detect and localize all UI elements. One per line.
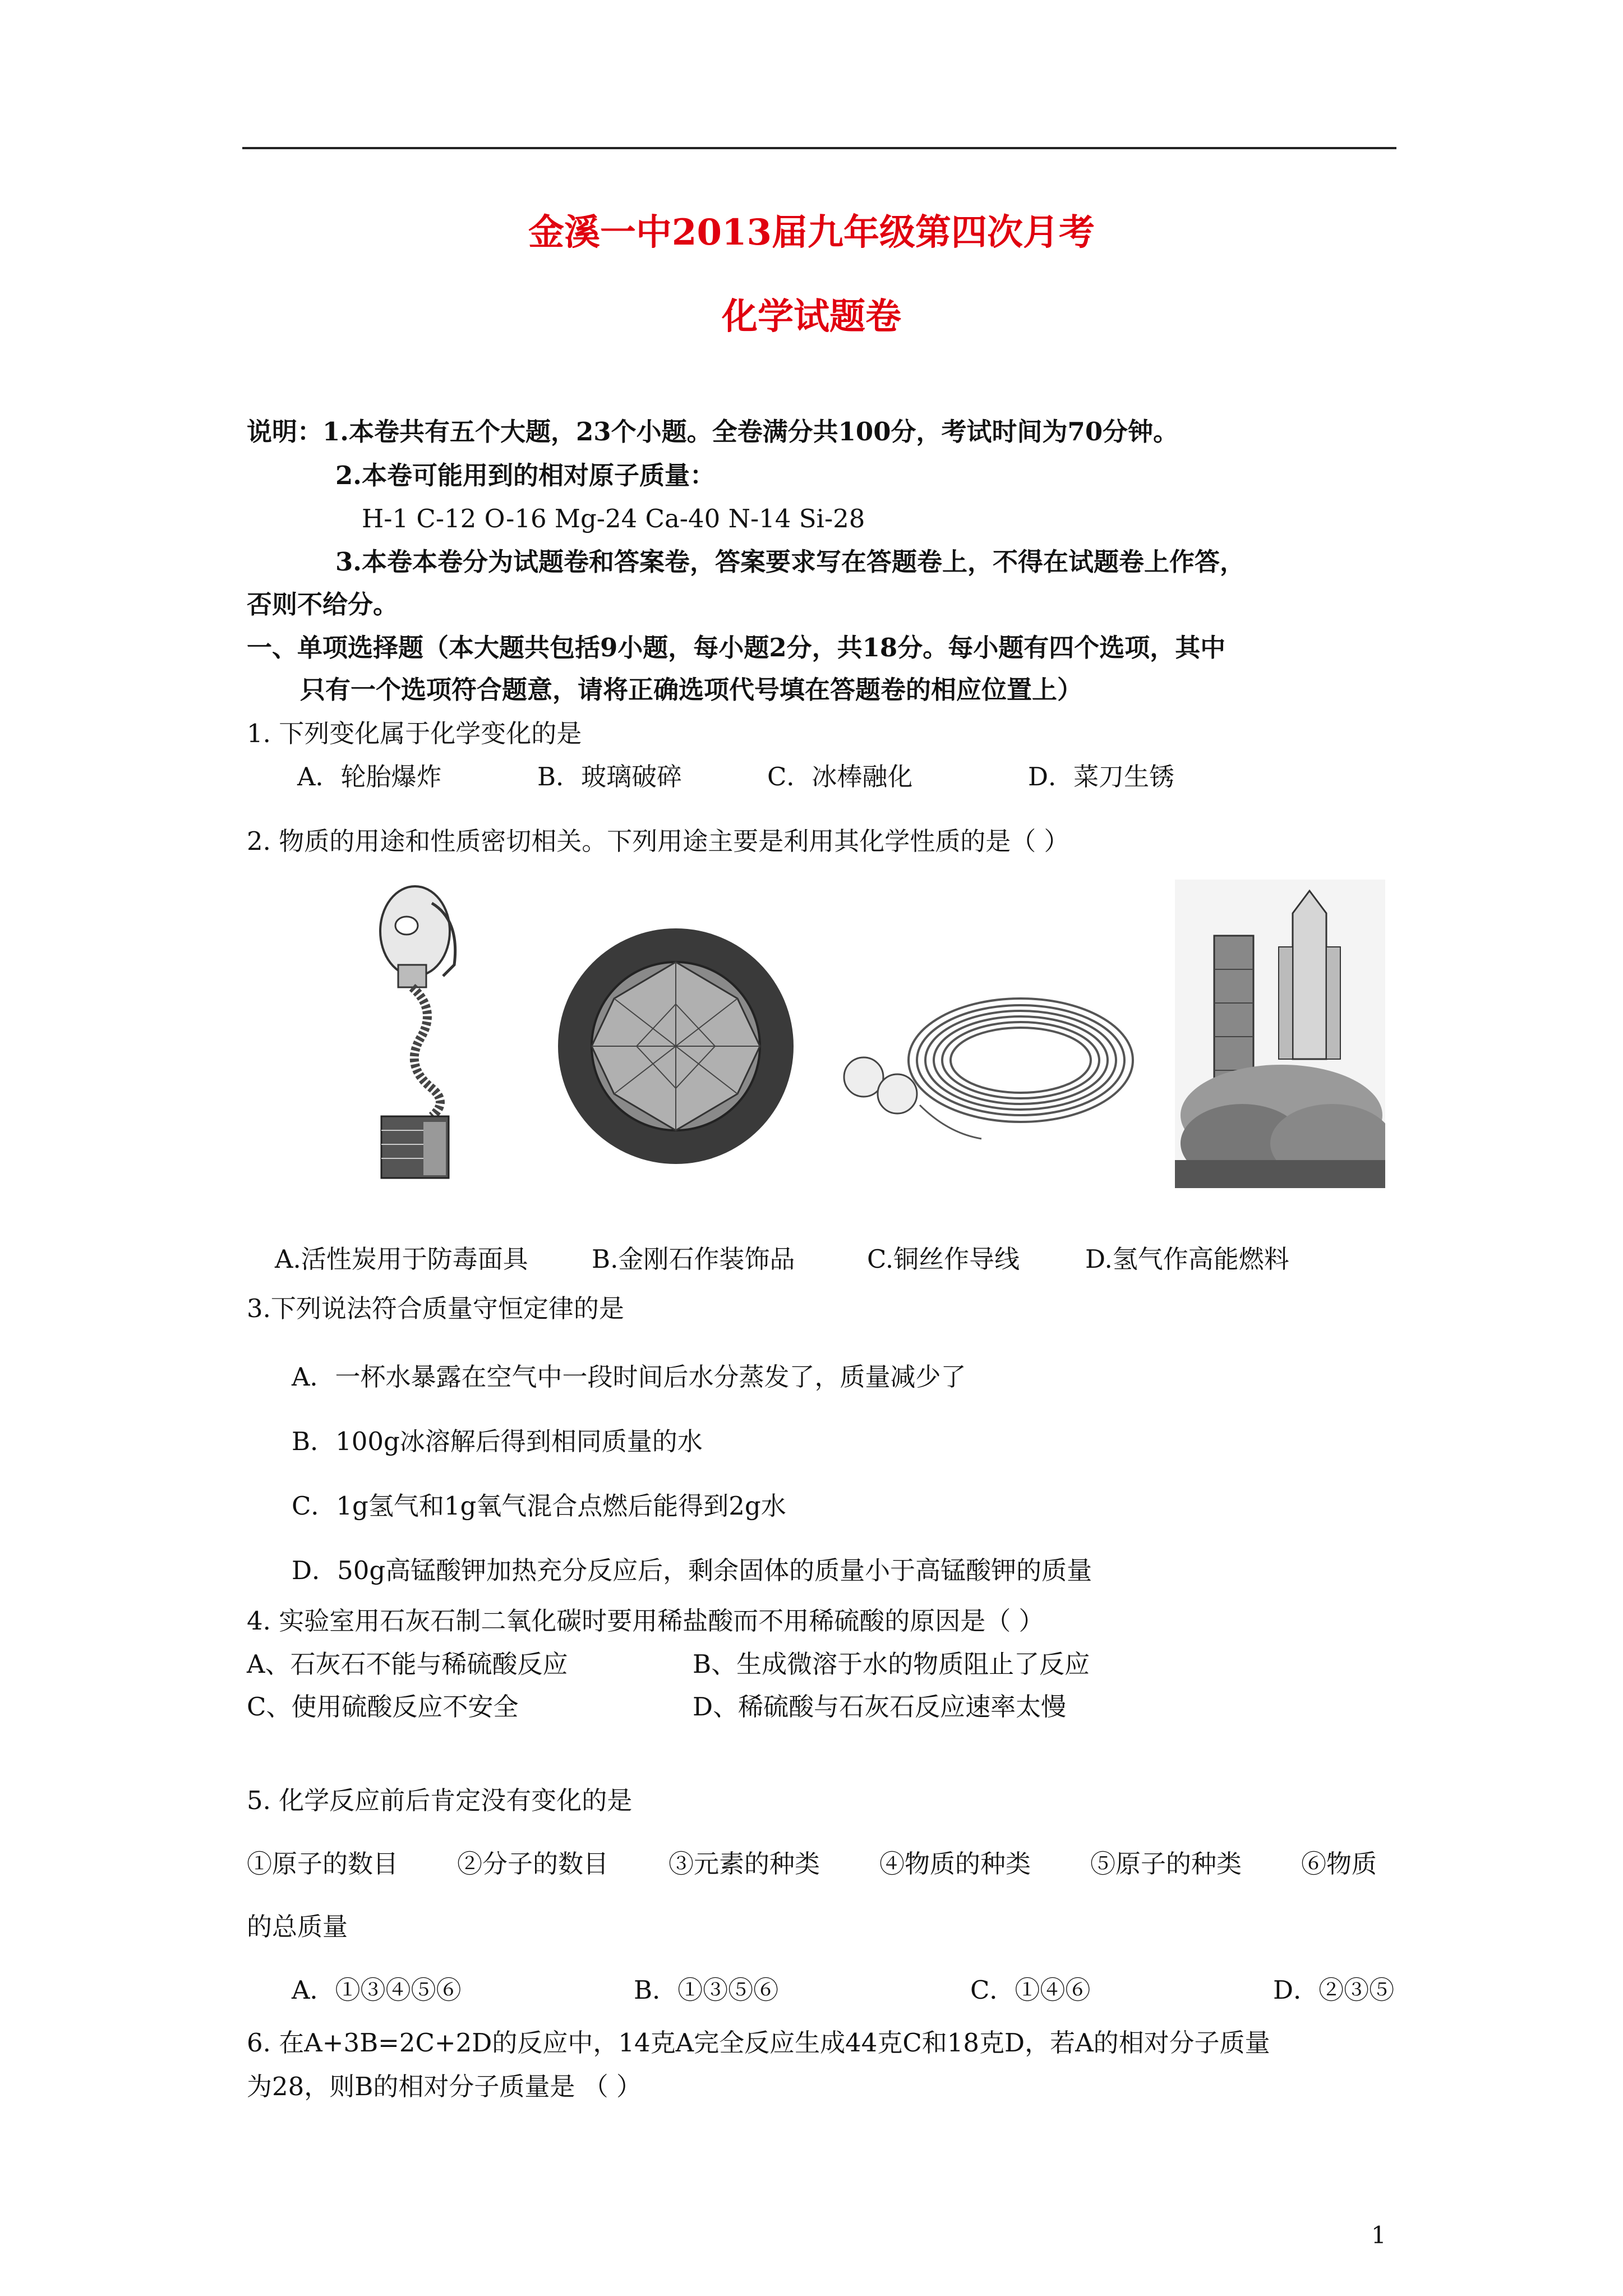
copper-wire-image [836,965,1150,1150]
q2-option-d: D.氢气作高能燃料 [1085,1244,1289,1274]
q3-option-d: D．50g高锰酸钾加热充分反应后，剩余固体的质量小于高锰酸钾的质量 [292,1556,1092,1585]
q2-option-b: B.金刚石作装饰品 [592,1244,795,1274]
q2-option-a: A.活性炭用于防毒面具 [275,1244,528,1274]
q1-option-d: D．菜刀生锈 [1028,762,1175,792]
q5-item-6-cont: 的总质量 [247,1912,348,1941]
q4-option-a: A、石灰石不能与稀硫酸反应 [247,1649,568,1679]
notes-line-5: 否则不给分。 [247,590,399,619]
q3-option-a: A．一杯水暴露在空气中一段时间后水分蒸发了，质量减少了 [292,1362,966,1392]
q6-stem-line-1: 6. 在A+3B=2C+2D的反应中，14克A完全反应生成44克C和18克D，若A的相对分子质量 [247,2028,1270,2058]
q5-item-1: ①原子的数目 [247,1849,399,1879]
q6-stem-line-2: 为28，则B的相对分子质量是 （ ） [247,2072,642,2101]
q1-stem: 1. 下列变化属于化学变化的是 [247,719,582,748]
notes-line-2: 2.本卷可能用到的相对原子质量： [335,461,715,490]
q5-item-5: ⑤原子的种类 [1090,1849,1242,1879]
q4-option-b: B、生成微溶于水的物质阻止了反应 [693,1649,1090,1679]
q4-option-c: C、使用硫酸反应不安全 [247,1692,519,1722]
notes-line-3: H-1 C-12 O-16 Mg-24 Ca-40 N-14 Si-28 [362,504,865,533]
header-rule [242,147,1396,149]
rocket-launch-image [1175,880,1385,1188]
gas-mask-image [348,881,494,1184]
q4-stem: 4. 实验室用石灰石制二氧化碳时要用稀盐酸而不用稀硫酸的原因是（ ） [247,1606,1044,1636]
exam-subtitle: 化学试题卷 [722,296,901,338]
section1-heading-1: 一、单项选择题（本大题共包括9小题，每小题2分，共18分。每小题有四个选项，其中 [247,633,1226,662]
section1-heading-2: 只有一个选项符合题意，请将正确选项代号填在答题卷的相应位置上） [300,675,1083,705]
q5-option-d: D．②③⑤ [1273,1975,1395,2005]
q5-item-2: ②分子的数目 [457,1849,609,1879]
q4-option-d: D、稀硫酸与石灰石反应速率太慢 [693,1692,1067,1722]
q5-option-b: B．①③⑤⑥ [634,1975,779,2005]
q5-item-6: ⑥物质 [1301,1849,1377,1879]
q3-stem: 3.下列说法符合质量守恒定律的是 [247,1294,624,1323]
notes-line-4: 3.本卷本卷分为试题卷和答案卷，答案要求写在答题卷上，不得在试题卷上作答， [335,547,1245,577]
q5-item-3: ③元素的种类 [668,1849,820,1879]
q1-option-b: B．玻璃破碎 [537,762,683,792]
q1-option-c: C．冰棒融化 [767,762,913,792]
q3-option-c: C．1g氢气和1g氧气混合点燃后能得到2g水 [292,1491,786,1521]
page-number: 1 [1371,2221,1386,2249]
q2-stem: 2. 物质的用途和性质密切相关。下列用途主要是利用其化学性质的是（ ） [247,826,1069,856]
q5-item-4: ④物质的种类 [879,1849,1031,1879]
q1-option-a: A．轮胎爆炸 [297,762,442,792]
exam-title: 金溪一中2013届九年级第四次月考 [528,211,1095,254]
diamond-image [547,926,805,1167]
q5-stem: 5. 化学反应前后肯定没有变化的是 [247,1786,633,1815]
q3-option-b: B．100g冰溶解后得到相同质量的水 [292,1427,703,1456]
q5-option-a: A．①③④⑤⑥ [292,1975,462,2005]
notes-line-1: 说明：1.本卷共有五个大题，23个小题。全卷满分共100分，考试时间为70分钟。 [247,417,1179,447]
q5-option-c: C．①④⑥ [970,1975,1091,2005]
q2-option-c: C.铜丝作导线 [867,1244,1020,1274]
